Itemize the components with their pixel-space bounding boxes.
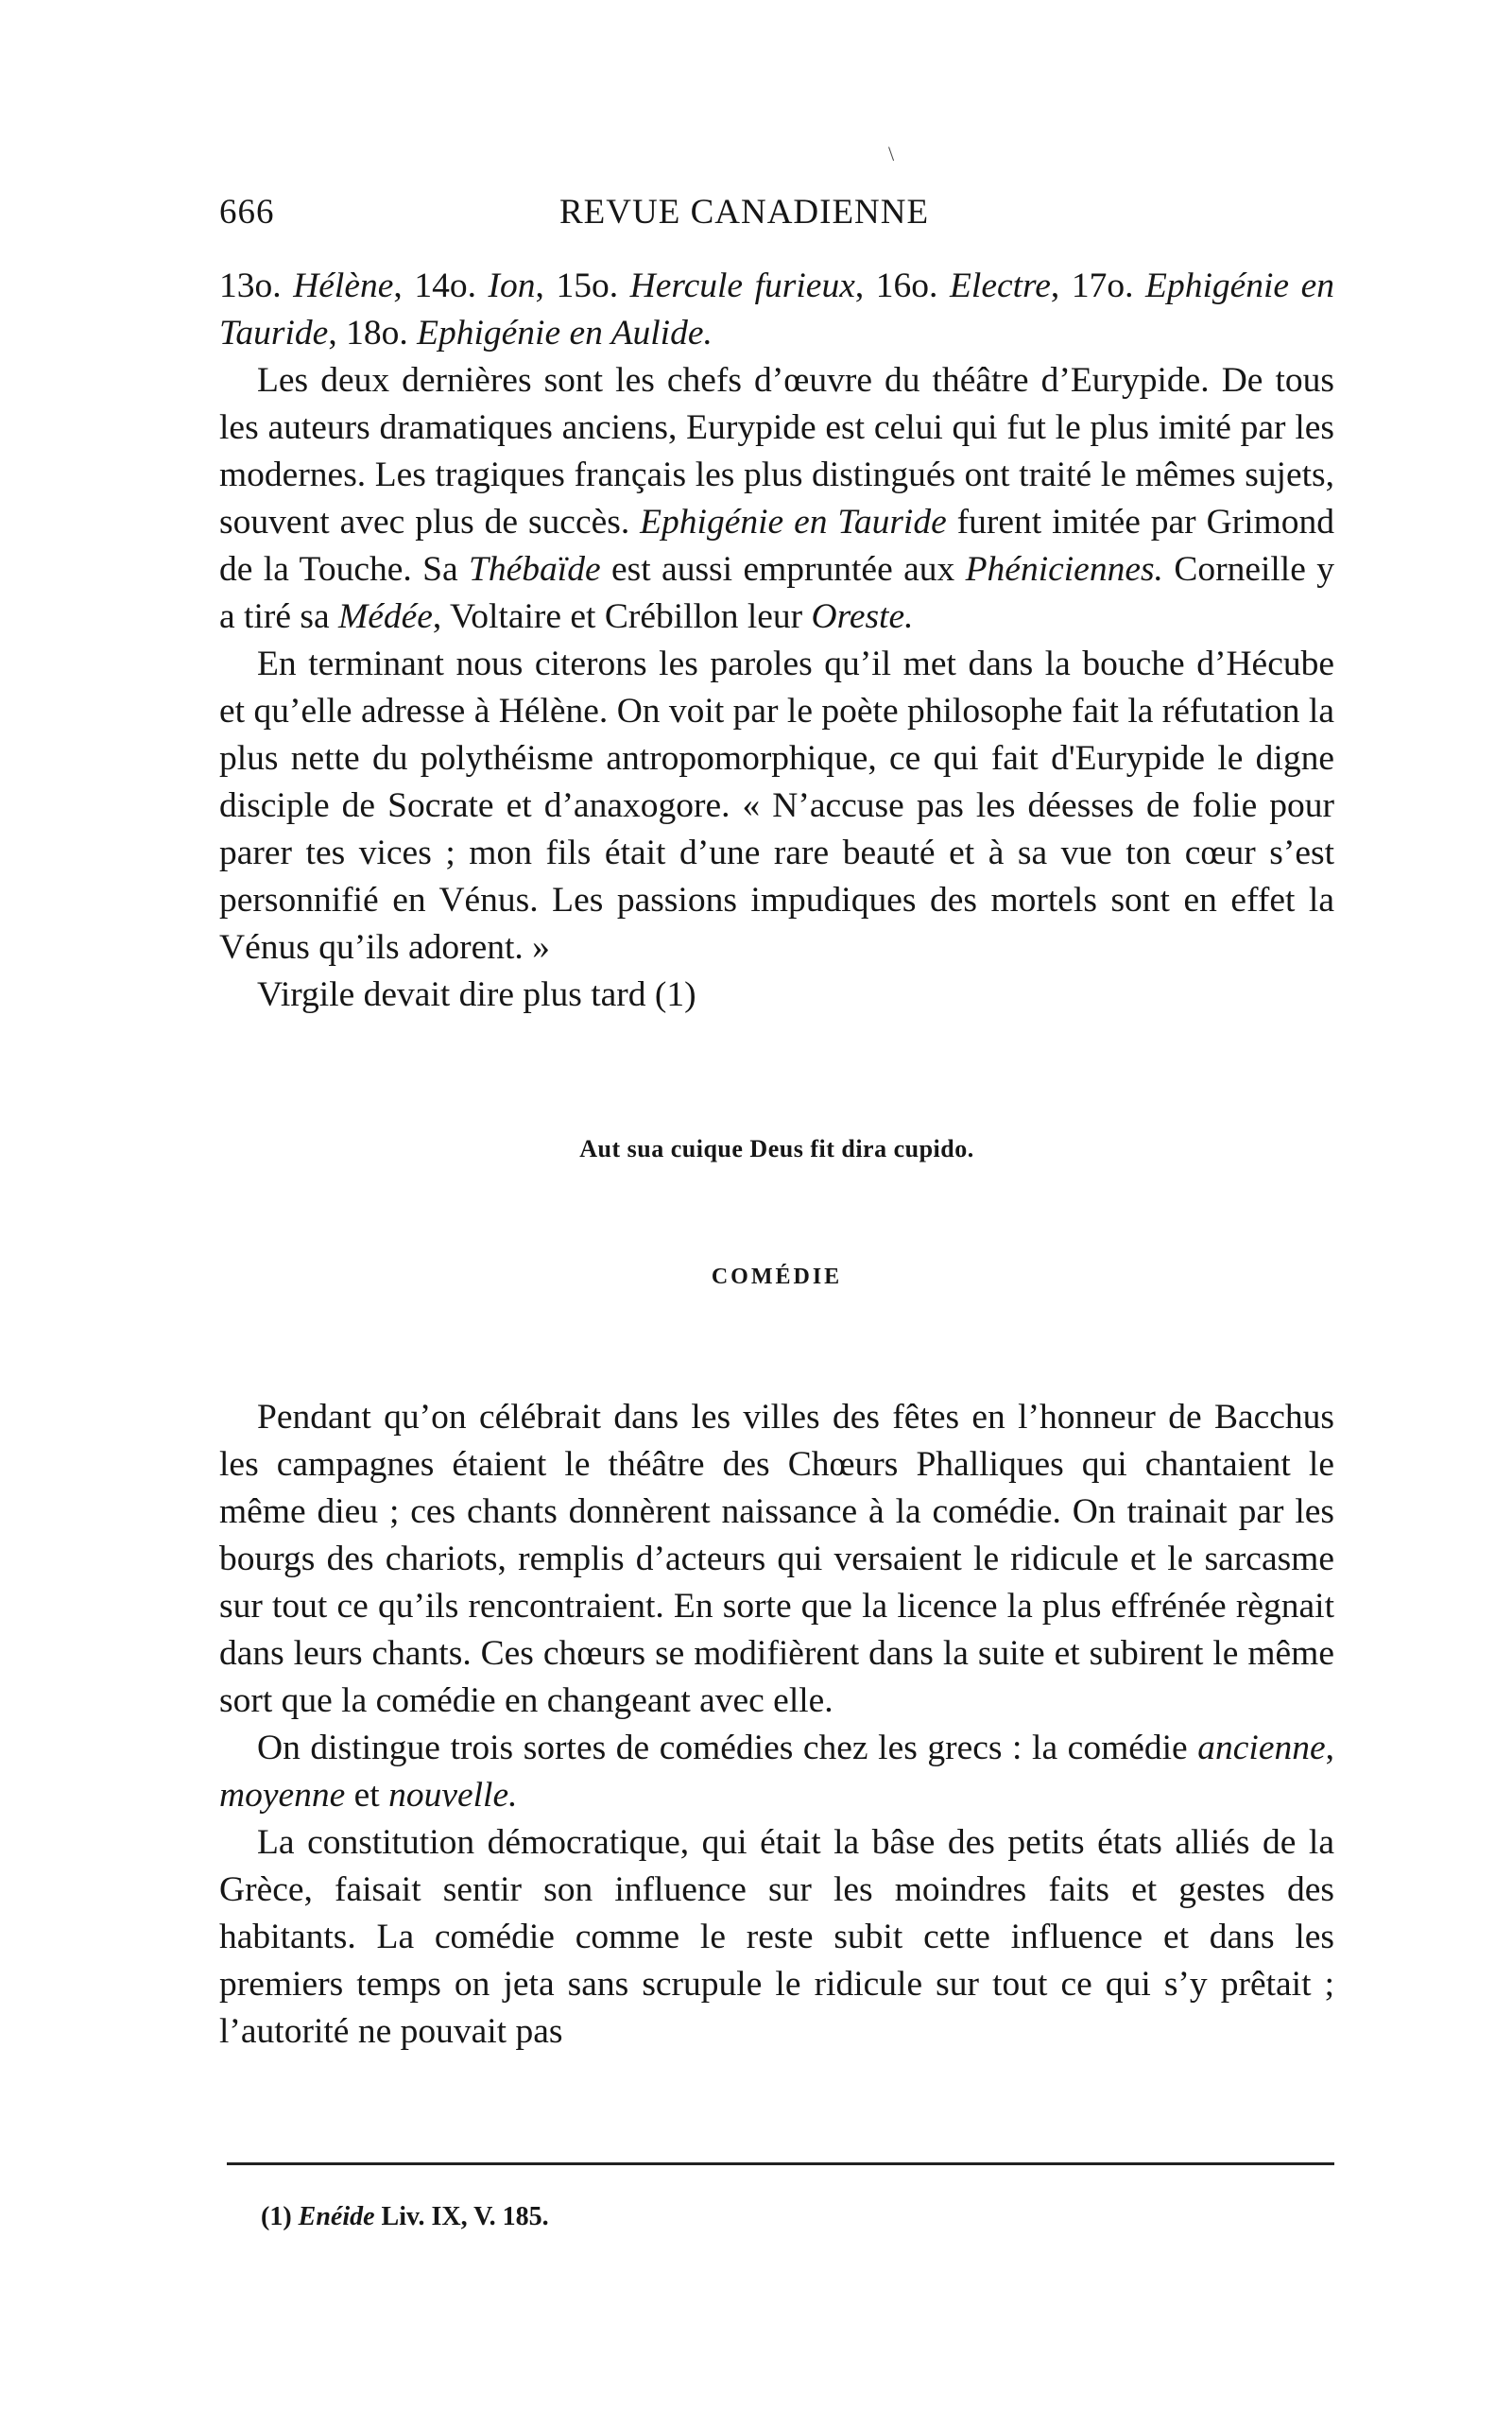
paragraph-chefs-d-oeuvre: Les deux dernières sont les chefs d’œuvre du théâtre d’Eurypide. De tous les auteurs dramatiques anciens, Eurypide est celui qui fut le plus imité par les modernes. Les tragiques français les plus distingués ont traité le mêmes sujets, souvent avec plus de succès. Ephigénie en Tauride furent imitée par Grimond de la Touche. Sa Thébaïde est aussi empruntée aux Phéniciennes. Corneille y a tiré sa Médée, Voltaire et Crébillon leur Oreste. (219, 361, 1335, 636)
footnote: (1) Enéide Liv. IX, V. 185. (261, 2202, 549, 2231)
page-header (219, 192, 1334, 249)
paragraph-play-list: 13o. Hélène, 14o. Ion, 15o. Hercule furieux, 16o. Electre, 17o. Ephigénie en Tauride, 18o. Ephigénie en Aulide. (219, 267, 1335, 353)
paragraph-constitution: La constitution démocratique, qui était la bâse des petits états alliés de la Grèce, faisait sentir son influence sur les moindres faits et gestes des habitants. La comédie comme le reste subit cette influence et dans les premiers temps on jeta sans scrupule le ridicule sur tout ce qui s’y prêtait ; l’autorité ne pouvait pas (219, 1823, 1334, 2051)
footnote-divider (227, 2162, 1334, 2165)
text-block-comedie (219, 1394, 1334, 2056)
stray-mark: \ (888, 142, 895, 165)
page-number: 666 (219, 193, 275, 232)
section-heading-comedie: COMÉDIE (711, 1265, 843, 1289)
latin-quote: Aut sua cuique Deus fit dira cupido. (579, 1135, 974, 1162)
text-block-tragedy (219, 263, 1334, 1019)
paragraph-trois-sortes: On distingue trois sortes de comédies chez les grecs : la comédie ancienne, moyenne et nouvelle. (219, 1729, 1334, 1815)
running-title: REVUE CANADIENNE (559, 193, 930, 232)
paragraph-bacchus: Pendant qu’on célébrait dans les villes des fêtes en l’honneur de Bacchus les campagnes étaient le théâtre des Chœurs Phalliques qui chantaient le même dieu ; ces chants donnèrent naissance à la comédie. On trainait par les bourgs des chariots, remplis d’acteurs qui versaient le ridicule et le sarcasme sur tout ce qu’ils rencontraient. En sorte que la licence la plus effrénée règnait dans leurs chants. Ces chœurs se modifièrent dans la suite et subirent le même sort que la comédie en changeant avec elle. (219, 1398, 1334, 1720)
paragraph-virgile: Virgile devait dire plus tard (1) (257, 975, 696, 1014)
paragraph-hecube: En terminant nous citerons les paroles qu’il met dans la bouche d’Hécube et qu’elle adresse à Hélène. On voit par le poète philosophe fait la réfutation la plus nette du polythéisme antropomorphique, ce qui fait d'Eurypide le digne disciple de Socrate et d’anaxogore. « N’accuse pas les déesses de folie pour parer tes vices ; mon fils était d’une rare beauté et à sa vue ton cœur s’est personnifié en Vénus. Les passions impudiques des mortels sont en effet la Vénus qu’ils adorent. » (219, 645, 1334, 967)
